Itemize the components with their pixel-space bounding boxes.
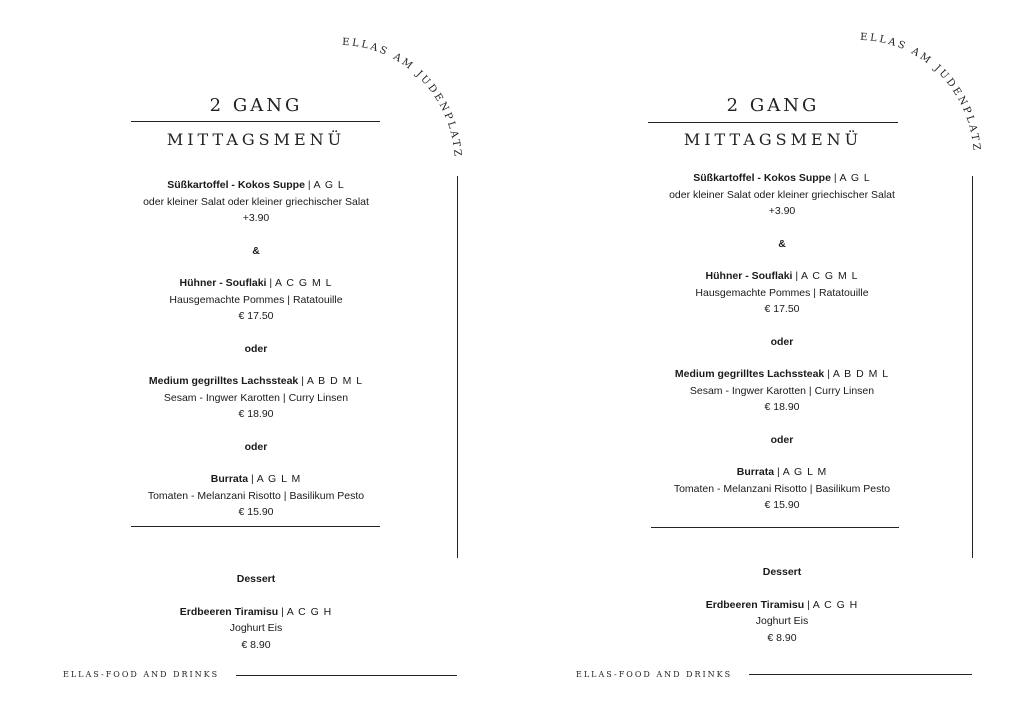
footer-brand: ELLAS-FOOD AND DRINKS bbox=[63, 670, 220, 679]
separator-or: oder bbox=[770, 433, 794, 446]
footer-rule bbox=[236, 675, 457, 676]
menu-item-burrata: Burrata | A G L M bbox=[736, 466, 828, 478]
burrata-description: Tomaten - Melanzani Risotto | Basilikum Pesto bbox=[673, 482, 891, 495]
tiramisu-description: Joghurt Eis bbox=[755, 615, 809, 627]
menu-dessert-section bbox=[657, 564, 907, 646]
lachssteak-price: € 18.90 bbox=[238, 408, 274, 420]
soup-price: +3.90 bbox=[242, 212, 270, 224]
separator-and: & bbox=[778, 237, 786, 250]
dessert-heading: Dessert bbox=[762, 566, 802, 578]
menu-item-souflaki: Hühner - Souflaki | A C G M L bbox=[179, 277, 333, 289]
souflaki-price: € 17.50 bbox=[764, 303, 800, 315]
menu-item-soup: Süßkartoffel - Kokos Suppe | A G L bbox=[167, 179, 345, 191]
menu-item-tiramisu: Erdbeeren Tiramisu | A C G H bbox=[705, 598, 859, 611]
lachssteak-price: € 18.90 bbox=[764, 401, 800, 413]
lachssteak-description: Sesam - Ingwer Karotten | Curry Linsen bbox=[163, 391, 349, 404]
page-subtitle: MITTAGSMENÜ bbox=[683, 130, 863, 149]
burrata-price: € 15.90 bbox=[238, 506, 274, 518]
menu-dessert-section bbox=[131, 571, 381, 653]
footer-rule bbox=[749, 674, 972, 675]
page-title: 2 GANG bbox=[209, 95, 303, 116]
menu-page-right bbox=[520, 0, 1024, 724]
menu-item-burrata: Burrata | A G L M bbox=[210, 473, 302, 485]
separator-or: oder bbox=[244, 342, 268, 355]
page-subtitle: MITTAGSMENÜ bbox=[166, 130, 346, 149]
menu-item-tiramisu: Erdbeeren Tiramisu | A C G H bbox=[179, 605, 333, 618]
page-title: 2 GANG bbox=[726, 95, 820, 116]
soup-description: oder kleiner Salat oder kleiner griechischer Salat bbox=[143, 195, 369, 208]
tiramisu-price: € 8.90 bbox=[767, 631, 797, 644]
separator-or: oder bbox=[244, 440, 268, 453]
right-vertical-rule bbox=[457, 176, 458, 558]
soup-description: oder kleiner Salat oder kleiner griechischer Salat bbox=[669, 188, 895, 201]
souflaki-price: € 17.50 bbox=[238, 310, 274, 322]
menu-main-section bbox=[131, 177, 381, 521]
title-rule bbox=[648, 122, 898, 123]
tiramisu-description: Joghurt Eis bbox=[229, 622, 283, 634]
dessert-heading: Dessert bbox=[236, 573, 276, 585]
burrata-description: Tomaten - Melanzani Risotto | Basilikum Pesto bbox=[147, 489, 365, 502]
right-vertical-rule bbox=[972, 176, 973, 558]
menu-item-soup: Süßkartoffel - Kokos Suppe | A G L bbox=[693, 172, 871, 184]
main-section-rule bbox=[131, 526, 380, 527]
menu-item-souflaki: Hühner - Souflaki | A C G M L bbox=[705, 270, 859, 282]
souflaki-description: Hausgemachte Pommes | Ratatouille bbox=[169, 293, 343, 306]
menu-main-section bbox=[657, 170, 907, 514]
tiramisu-price: € 8.90 bbox=[241, 638, 271, 651]
soup-price: +3.90 bbox=[768, 205, 796, 217]
lachssteak-description: Sesam - Ingwer Karotten | Curry Linsen bbox=[689, 384, 875, 397]
footer-brand: ELLAS-FOOD AND DRINKS bbox=[576, 670, 733, 679]
burrata-price: € 15.90 bbox=[764, 499, 800, 511]
brand-arc-text: ELLAS AM JUDENPLATZ bbox=[341, 36, 463, 160]
separator-and: & bbox=[252, 244, 260, 257]
title-rule bbox=[131, 121, 380, 122]
menu-item-lachssteak: Medium gegrilltes Lachssteak | A B D M L bbox=[674, 368, 890, 380]
souflaki-description: Hausgemachte Pommes | Ratatouille bbox=[695, 286, 869, 299]
separator-or: oder bbox=[770, 335, 794, 348]
menu-item-lachssteak: Medium gegrilltes Lachssteak | A B D M L bbox=[148, 375, 364, 387]
brand-arc-text: ELLAS AM JUDENPLATZ bbox=[859, 31, 982, 154]
main-section-rule bbox=[651, 527, 899, 528]
